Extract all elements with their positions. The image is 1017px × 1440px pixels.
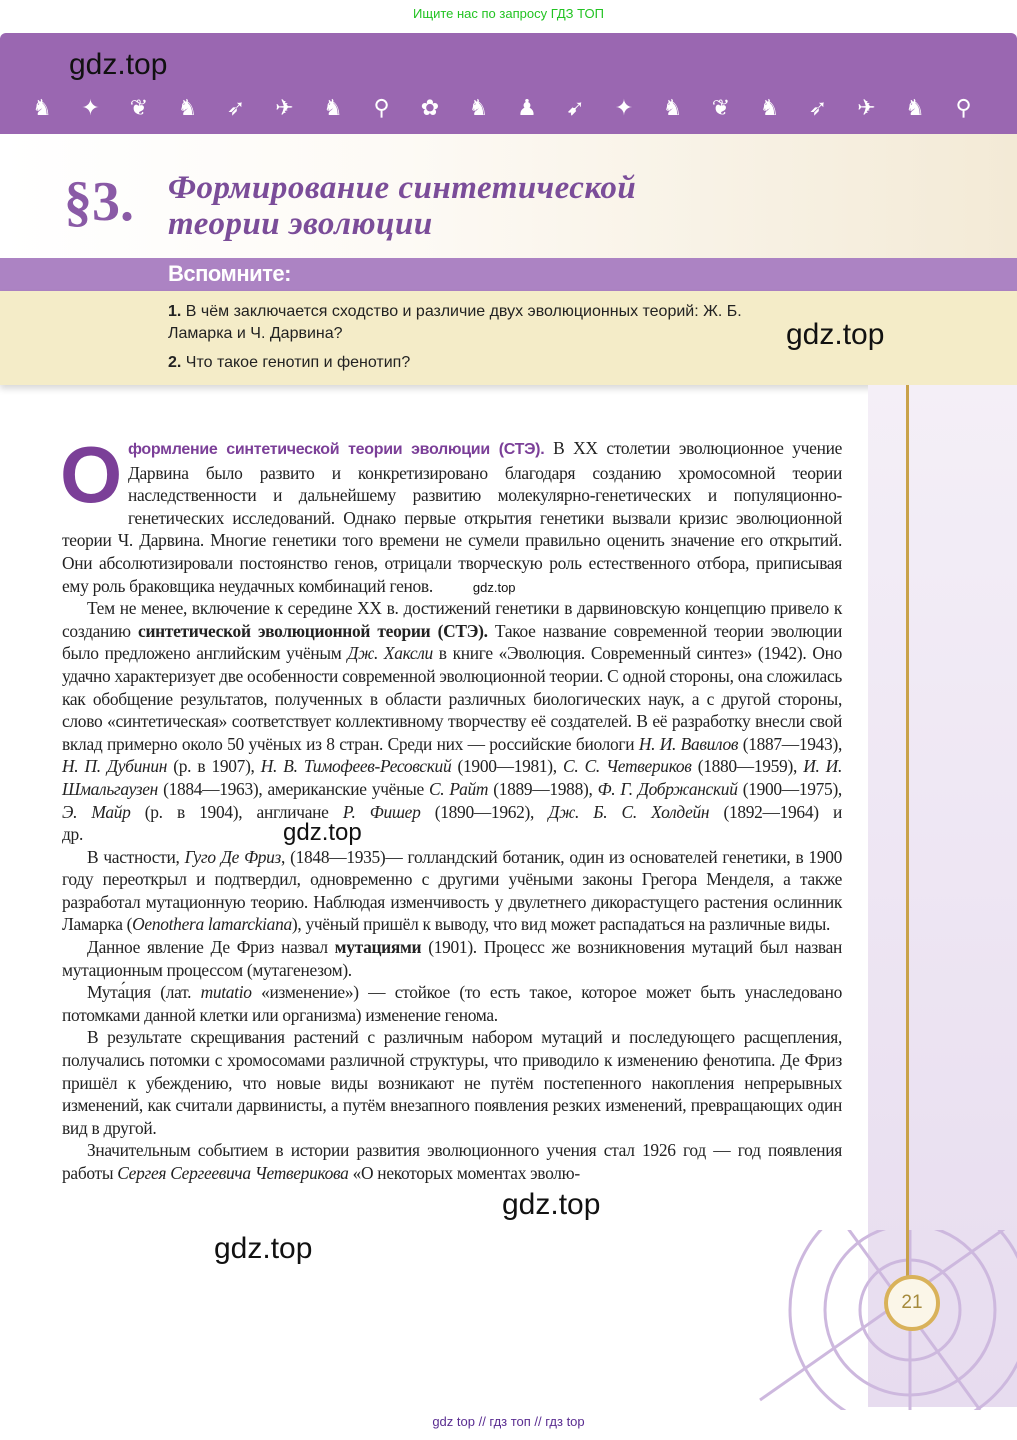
text-segment: (1887—1943), (738, 733, 842, 754)
animal-silhouette-icon: ♞ (662, 96, 683, 121)
animal-silhouette-icon: ✦ (81, 96, 100, 121)
page-title (168, 170, 636, 242)
text-segment: , (1848—1935)— голландский ботаник, один из основателей генетики, в 1900 году переоткрыл и подтвердил, одновременно с другими учёными законы Грегора Менделя, а также разработал мутационную теорию. Наблюдая изменчивость у двулетнего дикорастущего растения ослинник Ламарка ( (62, 846, 843, 935)
animal-silhouette-icon: ➶ (226, 96, 246, 121)
italic-text: mutatio (200, 982, 252, 1003)
animal-silhouette-icon: ♞ (468, 96, 489, 121)
paragraph (62, 597, 842, 846)
animal-silhouette-icon: ♟ (517, 96, 537, 121)
animal-silhouette-icon: ❦ (129, 96, 149, 121)
text-segment: ), учёный пришёл к выводу, что вид может распадаться на различные виды. (291, 914, 831, 935)
italic-text: Oenothera lamarckiana (132, 914, 292, 935)
italic-text: С. Райт (428, 778, 489, 799)
bold-term: мутациями (334, 937, 422, 958)
italic-text: Э. Майр (62, 801, 131, 822)
animal-silhouette-icon: ✈ (857, 96, 876, 121)
footer-links: gdz top // гдз топ // гдз top (432, 1414, 585, 1429)
recall-label: Вспомните: (168, 261, 291, 286)
drop-cap: О (60, 430, 122, 519)
paragraph-number: §3. (64, 171, 134, 233)
text-segment: (1900—1981), (451, 756, 564, 777)
text-segment: «изменение») — стойкое (то есть такое, которое может быть унаследовано потомками данной клетки или организма) изменение генома. (62, 982, 842, 1025)
text-segment: «О некоторых моментах эволю- (348, 1163, 580, 1183)
text-segment: (1880—1959), (691, 756, 804, 777)
text-segment: (р. в 1907), (167, 756, 261, 777)
paragraph (62, 1026, 842, 1139)
question-number: 2. (168, 354, 182, 371)
animal-silhouette-icon: ❦ (711, 96, 731, 121)
text-segment: В XX столетии эволюционное учение Дарвина было развито и конкретизировано благодаря созданию хромосомной теории наследственности и дальнейшему развитию молекулярно-генетических и популяционно-генетических исследований. Однако первые открытия генетики вызвали кризис эволюционной теории Ч. Дарвина. Многие генетики того времени не сумели правильно оценить значение его открытий. Они абсолютизировали постоянство генов, отрицали творческую роль естественного отбора, приписывая ему роль браковщика неудачных комбинаций генов. (62, 438, 842, 596)
italic-text: Дж. Б. С. Холдейн (548, 801, 710, 822)
italic-text: Н. В. Тимофеев-Ресовский (260, 756, 452, 777)
animal-silhouette-icon: ✈ (275, 96, 294, 121)
question-text: Что такое генотип и фенотип? (185, 354, 411, 371)
title-line-2: теории эволюции (168, 206, 433, 242)
search-hint: Ищите нас по запросу ГДЗ ТОП (413, 6, 604, 21)
question-text: В чём заключается сходство и различие двух эволюционных теорий: Ж. Б. Ламарка и Ч. Дарвина? (168, 303, 742, 342)
page-number: 21 (884, 1275, 940, 1331)
animal-silhouette-icon: ♞ (32, 96, 52, 121)
text-segment: Мута́ция (лат. (87, 982, 201, 1003)
question-number: 1. (168, 303, 182, 320)
animal-silhouette-icon: ♞ (905, 96, 925, 121)
animal-silhouette-icon: ⚲ (373, 96, 390, 121)
paragraph (62, 1139, 842, 1184)
text-segment: Тем не менее, включение к середине XX в. достижений генетики в дарвиновскую концепцию привело к созданию (62, 598, 842, 641)
title-line-1: Формирование синтетической (168, 170, 637, 206)
text-segment: В результате скрещивания растений с различным набором мутаций и последующего расщепления, получались потомки с хромосомами различной структуры, что приводило к изменению фенотипа. Де Фриз пришёл к убеждению, что новые виды возникают не путём постепенного накопления непрерывных изменений, как считали дарвинисты, а путём внезапного появления резких изменений, превращающих один вид в другой. (62, 1027, 842, 1138)
italic-text: Ф. Г. Добржанский (597, 778, 738, 799)
watermark: gdz.top (502, 1187, 601, 1221)
italic-text: Дж. Хаксли (347, 643, 433, 664)
watermark: gdz.top (786, 318, 885, 351)
paragraph (62, 936, 842, 981)
paragraph (62, 981, 842, 1026)
watermark: gdz.top (472, 579, 516, 595)
italic-text: Р. Фишер (342, 801, 421, 822)
text-segment: В частности, (87, 846, 185, 867)
text-segment: (1890—1962), (420, 801, 549, 822)
recall-question-1 (168, 301, 768, 345)
italic-text: Н. П. Дубинин (62, 756, 168, 777)
paragraph (62, 846, 842, 936)
animal-silhouettes-row (24, 96, 982, 121)
text-segment: в книге «Эволюция. Современный синтез» (1942). Оно удачно характеризует две особенности современной эволюционной теории. С одной стороны, она сложилась как обобщение результатов, полученных в области различных биологических наук, а с другой стороны, слово «синтетическая» соответствует коллективному творчеству её создателей. В её разработку внесли свой вклад примерно около 50 учёных из 8 стран. Среди них — российские биологи (62, 643, 842, 754)
animal-silhouette-icon: ♞ (759, 96, 780, 121)
animal-silhouette-icon: ➶ (808, 96, 828, 121)
margin-rule (906, 385, 909, 1285)
animal-silhouette-icon: ⚲ (955, 96, 972, 121)
text-segment: (1889—1988), (488, 778, 598, 799)
recall-question-2 (168, 352, 768, 374)
animal-silhouette-icon: ✦ (614, 96, 634, 121)
lead-heading: формление синтетической теории эволюции (СТЭ). (127, 441, 545, 458)
text-segment: (1884—1963), американские учёные (158, 778, 429, 799)
animal-silhouette-icon: ♞ (177, 96, 198, 121)
text-segment: (1892—1964) и др. (62, 801, 842, 845)
italic-text: Сергея Сергеевича Четверикова (117, 1163, 349, 1183)
text-segment: Данное явление Де Фриз назвал (87, 937, 335, 958)
text-segment: Значительным событием в истории развития эволюционного учения стал 1926 год — год появления работы (62, 1140, 842, 1183)
animal-silhouette-icon: ♞ (323, 96, 343, 121)
watermark: gdz.top (283, 819, 362, 847)
animal-silhouette-icon: ✿ (420, 96, 440, 121)
bold-term: синтетической эволюционной теории (СТЭ). (138, 620, 488, 641)
watermark: gdz.top (69, 48, 168, 81)
text-segment: (1901). Процесс же возникновения мутаций был назван мутационным процессом (мутагенезом). (62, 937, 842, 980)
italic-text: С. С. Четвериков (563, 756, 692, 777)
italic-text: Н. И. Вавилов (638, 733, 739, 754)
italic-text: Гуго Де Фриз (184, 846, 282, 867)
text-segment: Такое название современной теории эволюции было предложено английским учёным (62, 620, 842, 664)
italic-text: И. И. Шмальгаузен (62, 756, 842, 799)
text-segment: (р. в 1904), англичане (130, 801, 343, 822)
paragraph (60, 430, 842, 597)
watermark: gdz.top (214, 1231, 313, 1265)
animal-silhouette-icon: ➹ (566, 96, 585, 121)
recall-bar (0, 258, 1017, 291)
body-text (60, 430, 843, 1269)
text-segment: (1900—1975), (737, 778, 842, 799)
